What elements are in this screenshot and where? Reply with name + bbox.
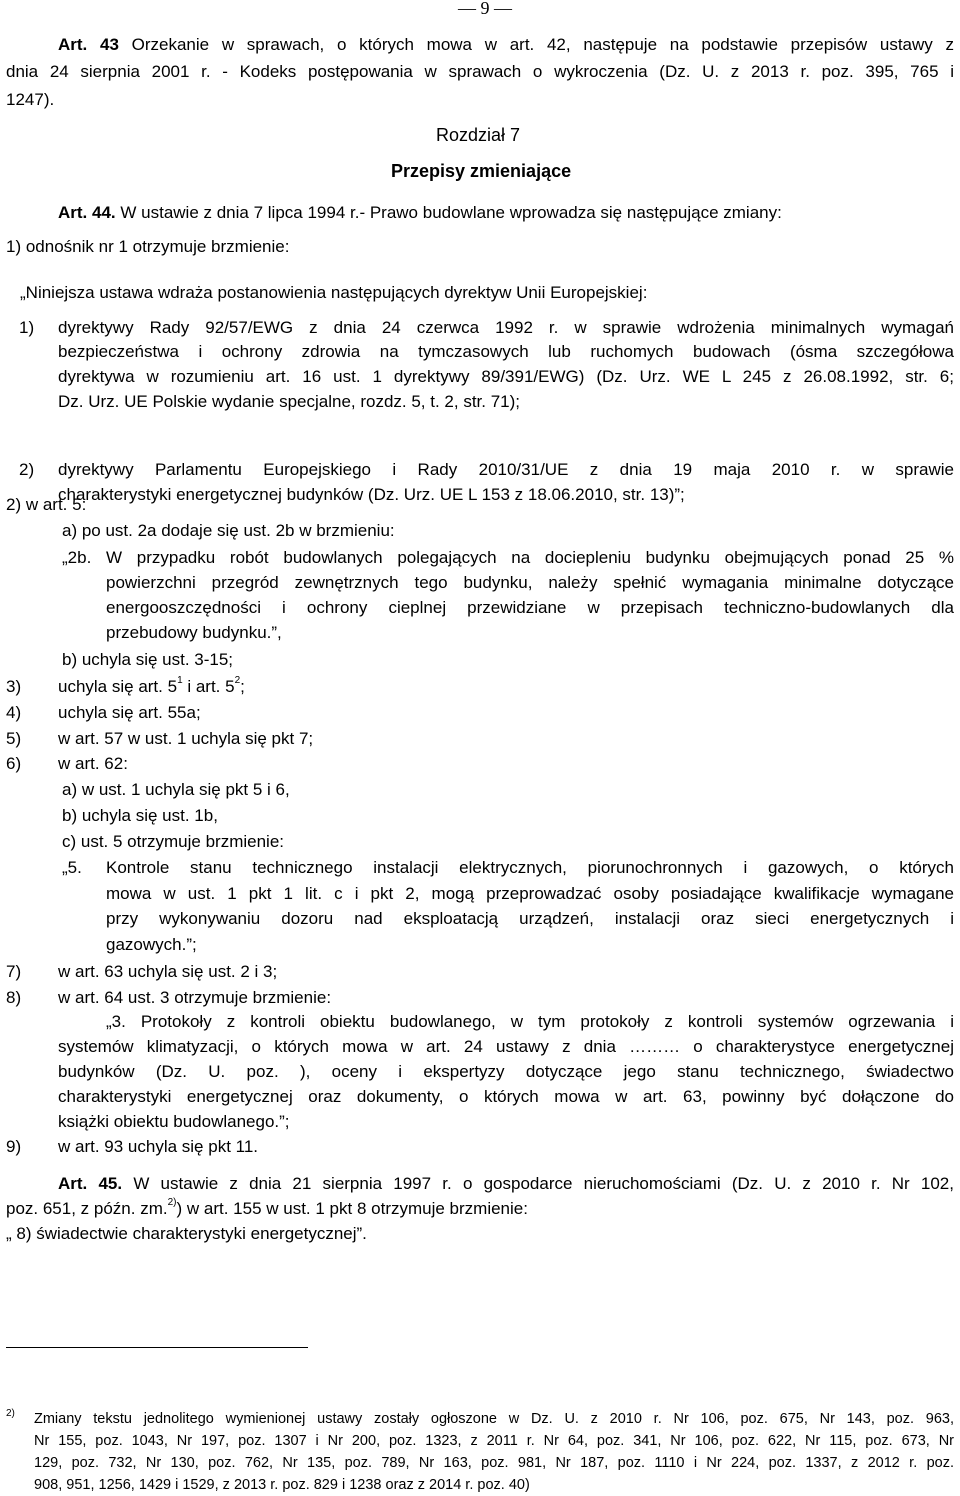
art44-point5: w art. 57 w ust. 1 uchyla się pkt 7; xyxy=(58,729,314,748)
art44-quote-intro: „Niniejsza ustawa wdraża postanowienia następujących dyrektyw Unii Europejskiej: xyxy=(20,283,648,302)
art44-point6b: b) uchyla się ust. 1b, xyxy=(62,806,218,825)
directive1-number: 1) xyxy=(19,318,35,337)
art44-3-line3: budynków (Dz. U. poz. ), oceny i ekspertyzy dotyczące jego stanu technicznego, świadectwo xyxy=(58,1062,954,1081)
footnote-line1: Zmiany tekstu jednolitego wymienionej ustawy zostały ogłoszone w Dz. U. z 2010 r. Nr 106, poz. 675, Nr 143, poz. 963, xyxy=(34,1411,954,1427)
art44-point9-number: 9) xyxy=(6,1137,22,1156)
art44-3-line4: charakterystyki energetycznej oraz dokumenty, o których mowa w art. 63, powinny być dołączone do xyxy=(58,1087,954,1106)
footnote-line4: 908, 951, 1256, 1429 i 1529, z 2013 r. poz. 829 i 1238 oraz z 2014 r. poz. 40) xyxy=(34,1477,530,1493)
art44-point8-number: 8) xyxy=(6,988,22,1007)
art44-point9: w art. 93 uchyla się pkt 11. xyxy=(58,1137,259,1156)
directive2-line2: charakterystyki energetycznej budynków (Dz. Urz. UE L 153 z 18.06.2010, str. 13)”; xyxy=(58,485,685,504)
chapter-subtitle: Przepisy zmieniające xyxy=(391,161,572,181)
art44-3-line5: książki obiektu budowlanego.”; xyxy=(58,1112,290,1131)
art44-point1: 1) odnośnik nr 1 otrzymuje brzmienie: xyxy=(6,237,290,256)
art44-2b-line1: W przypadku robót budowlanych polegających na dociepleniu budynku obejmujących ponad 25 % xyxy=(106,548,954,567)
art44-point5-number: 5) xyxy=(6,729,22,748)
art44-point6: w art. 62: xyxy=(58,754,128,773)
art44-point2: 2) w art. 5: xyxy=(6,495,87,514)
art44-5-line3: przy wykonywaniu dozoru nad eksploatacją urządzeń, instalacji oraz sieci energetycznych i xyxy=(106,909,954,928)
art43-line1 xyxy=(58,35,954,55)
directive2-line1: dyrektywy Parlamentu Europejskiego i Rady 2010/31/UE z dnia 19 maja 2010 r. w sprawie xyxy=(58,460,954,479)
art44-3-line2: systemów klimatyzacji, o których mowa w art. 24 ustawy z dnia ……… o charakterystyce energetycznej xyxy=(58,1037,954,1056)
art44-3-line1: „3. Protokoły z kontroli obiektu budowlanego, w tym protokoły z kontroli systemów ogrzewania i xyxy=(106,1012,954,1031)
art44-point4: uchyla się art. 55a; xyxy=(58,703,201,722)
art44-5-lead: „5. xyxy=(62,858,82,877)
art44-point4-number: 4) xyxy=(6,703,22,722)
art44-point3-number: 3) xyxy=(6,677,22,696)
footnote-line3: 129, poz. 732, Nr 130, poz. 762, Nr 135, poz. 789, Nr 163, poz. 981, Nr 187, poz. 1110 i Nr 224, poz. 1337, z 2012 r. poz. xyxy=(34,1455,954,1471)
directive1-line1: dyrektywy Rady 92/57/EWG z dnia 24 czerwca 1992 r. w sprawie wdrożenia minimalnych wymagań xyxy=(58,318,954,337)
footnote-line2: Nr 155, poz. 1043, Nr 197, poz. 1307 i Nr 200, poz. 1323, z 2011 r. Nr 64, poz. 341, Nr 106, poz. 622, Nr 115, poz. 673, Nr xyxy=(34,1433,954,1449)
art43-line3: 1247). xyxy=(6,90,55,109)
art44-point8: w art. 64 ust. 3 otrzymuje brzmienie: xyxy=(58,988,332,1007)
art44-point7: w art. 63 uchyla się ust. 2 i 3; xyxy=(58,962,278,981)
art44-2b-line3: energooszczędności i ochrony cieplnej przewidziane w przepisach techniczno-budowlanych dla xyxy=(106,598,954,617)
art44-point6a: a) w ust. 1 uchyla się pkt 5 i 6, xyxy=(62,780,290,799)
art44-label: Art. 44. xyxy=(58,203,116,222)
directive1-line2: bezpieczeństwa i ochrony zdrowia na tymczasowych lub ruchomych budowach (ósma szczegółowa xyxy=(58,342,954,361)
art45-line1 xyxy=(58,1174,954,1194)
footnote-marker: 2) xyxy=(6,1408,15,1419)
art44-point7-number: 7) xyxy=(6,962,22,981)
art44-intro xyxy=(58,203,782,223)
page-number: — 9 — xyxy=(458,0,512,18)
directive2-number: 2) xyxy=(19,460,35,479)
art44-point2b: b) uchyla się ust. 3-15; xyxy=(62,650,234,669)
directive1-line4: Dz. Urz. UE Polskie wydanie specjalne, rozdz. 5, t. 2, str. 71); xyxy=(58,392,521,411)
art44-intro-text: W ustawie z dnia 7 lipca 1994 r.- Prawo budowlane wprowadza się następujące zmiany: xyxy=(120,203,782,222)
art44-2b-line2: powierzchni przegród zewnętrznych tego budynku, należy spełnić wymagania minimalne dotyczące xyxy=(106,573,954,592)
art44-point6c: c) ust. 5 otrzymuje brzmienie: xyxy=(62,832,285,851)
art43-line2: dnia 24 sierpnia 2001 r. - Kodeks postępowania w sprawach o wykroczenia (Dz. U. z 2013 r. poz. 395, 765 i xyxy=(6,62,954,81)
art44-5-line1: Kontrole stanu technicznego instalacji elektrycznych, piorunochronnych i gazowych, o których xyxy=(106,858,954,877)
art44-5-line2: mowa w ust. 1 pkt 1 lit. c i pkt 2, mogą przeprowadzać osoby posiadające kwalifikacje wymagane xyxy=(106,884,954,903)
footnote-separator xyxy=(6,1347,308,1348)
art45-label: Art. 45. xyxy=(58,1174,123,1193)
art45-line3: „ 8) świadectwie charakterystyki energetycznej”. xyxy=(6,1224,367,1243)
art43-label: Art. 43 xyxy=(58,35,119,54)
art44-2b-line4: przebudowy budynku.”, xyxy=(106,623,282,642)
art45-line2: poz. 651, z późn. zm.$^{2)}$) w art. 155 w ust. 1 pkt 8 otrzymuje brzmienie: xyxy=(6,1197,528,1218)
art43-text-1: Orzekanie w sprawach, o których mowa w art. 42, następuje na podstawie przepisów ustawy z xyxy=(131,35,954,54)
art44-point6-number: 6) xyxy=(6,754,22,773)
art44-point3: uchyla się art. $5^1$ i art. $5^2$; xyxy=(58,675,245,696)
art44-5-line4: gazowych.”; xyxy=(106,935,197,954)
art44-2b-lead: „2b. xyxy=(62,548,92,567)
art44-point2a: a) po ust. 2a dodaje się ust. 2b w brzmieniu: xyxy=(62,521,395,540)
chapter-title: Rozdział 7 xyxy=(436,125,521,145)
directive1-line3: dyrektywa w rozumieniu art. 16 ust. 1 dyrektywy 89/391/EWG) (Dz. Urz. WE L 245 z 26.08.1992, str. 6; xyxy=(58,367,954,386)
footnote-ref[interactable]: 2) xyxy=(167,1197,177,1209)
art45-text-1: W ustawie z dnia 21 sierpnia 1997 r. o gospodarce nieruchomościami (Dz. U. z 2010 r. Nr 102, xyxy=(133,1174,954,1193)
